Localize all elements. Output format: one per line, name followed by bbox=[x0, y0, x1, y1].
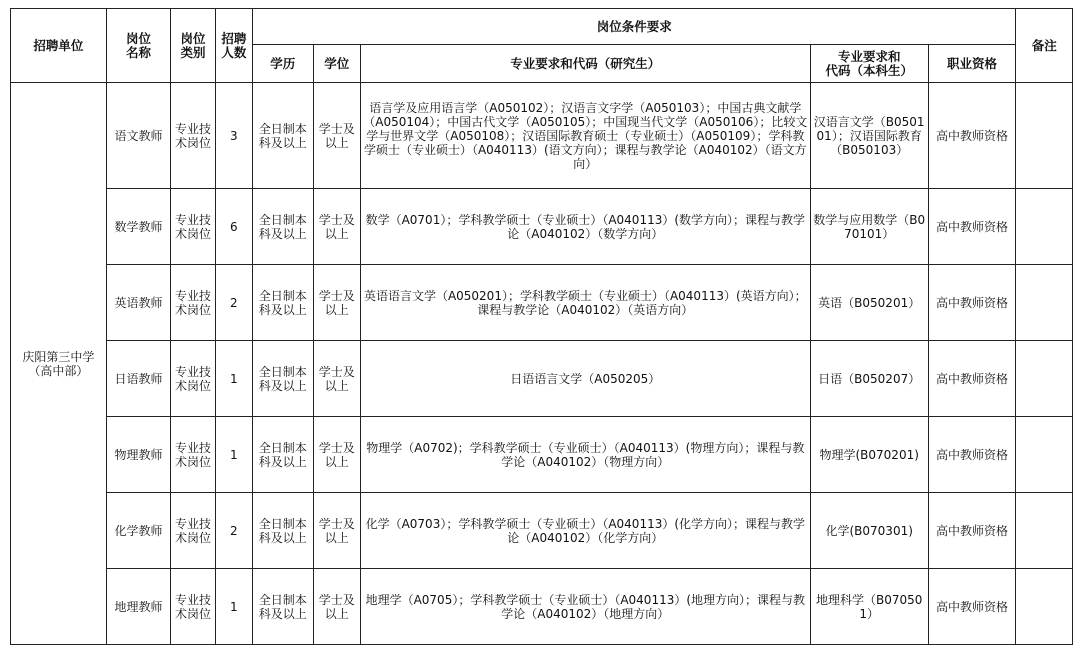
count-cell: 1 bbox=[215, 341, 252, 417]
education-cell: 全日制本科及以上 bbox=[253, 417, 314, 493]
education-cell: 全日制本科及以上 bbox=[253, 493, 314, 569]
education-cell: 全日制本科及以上 bbox=[253, 189, 314, 265]
degree-cell: 学士及以上 bbox=[313, 569, 360, 645]
qualification-cell: 高中教师资格 bbox=[928, 189, 1016, 265]
count-cell: 1 bbox=[215, 417, 252, 493]
count-cell: 2 bbox=[215, 265, 252, 341]
header-count: 招聘 人数 bbox=[215, 9, 252, 83]
major-undergrad-cell: 地理科学（B070501） bbox=[810, 569, 928, 645]
qualification-cell: 高中教师资格 bbox=[928, 493, 1016, 569]
header-position-name: 岗位 名称 bbox=[106, 9, 171, 83]
table-row bbox=[11, 265, 1073, 341]
count-cell: 6 bbox=[215, 189, 252, 265]
table-row bbox=[11, 341, 1073, 417]
position-type-cell: 专业技术岗位 bbox=[171, 493, 215, 569]
position-type-cell: 专业技术岗位 bbox=[171, 341, 215, 417]
major-undergrad-cell: 日语（B050207） bbox=[810, 341, 928, 417]
table-row bbox=[11, 417, 1073, 493]
table-row bbox=[11, 569, 1073, 645]
education-cell: 全日制本科及以上 bbox=[253, 341, 314, 417]
education-cell: 全日制本科及以上 bbox=[253, 83, 314, 189]
major-grad-cell: 英语语言文学（A050201）；学科教学硕士（专业硕士）（A040113）(英语方向）；课程与教学论（A040102）（英语方向） bbox=[360, 265, 810, 341]
recruitment-table bbox=[10, 8, 1073, 645]
education-cell: 全日制本科及以上 bbox=[253, 265, 314, 341]
header-qualification: 职业资格 bbox=[928, 45, 1016, 83]
position-name-cell: 化学教师 bbox=[106, 493, 171, 569]
position-type-cell: 专业技术岗位 bbox=[171, 569, 215, 645]
position-name-cell: 物理教师 bbox=[106, 417, 171, 493]
table-row bbox=[11, 83, 1073, 189]
remarks-cell bbox=[1016, 341, 1073, 417]
degree-cell: 学士及以上 bbox=[313, 493, 360, 569]
count-cell: 3 bbox=[215, 83, 252, 189]
header-remarks: 备注 bbox=[1016, 9, 1073, 83]
qualification-cell: 高中教师资格 bbox=[928, 569, 1016, 645]
major-undergrad-cell: 汉语言文学（B050101）；汉语国际教育（B050103） bbox=[810, 83, 928, 189]
major-undergrad-cell: 英语（B050201） bbox=[810, 265, 928, 341]
header-conditions: 岗位条件要求 bbox=[253, 9, 1016, 45]
header-major-grad: 专业要求和代码（研究生） bbox=[360, 45, 810, 83]
major-grad-cell: 日语语言文学（A050205） bbox=[360, 341, 810, 417]
header-major-undergrad: 专业要求和 代码（本科生） bbox=[810, 45, 928, 83]
header-education: 学历 bbox=[253, 45, 314, 83]
count-cell: 2 bbox=[215, 493, 252, 569]
position-name-cell: 数学教师 bbox=[106, 189, 171, 265]
degree-cell: 学士及以上 bbox=[313, 83, 360, 189]
major-grad-cell: 语言学及应用语言学（A050102）；汉语言文字学（A050103）；中国古典文献学（A050104）；中国古代文学（A050105）；中国现当代文学（A050106）；比较文学与世界文学（A050108）；汉语国际教育硕士（专业硕士）（A050109）；学科教学硕士（专业硕士）（A040113）(语文方向）；课程与教学论（A040102）（语文方向） bbox=[360, 83, 810, 189]
degree-cell: 学士及以上 bbox=[313, 341, 360, 417]
qualification-cell: 高中教师资格 bbox=[928, 417, 1016, 493]
remarks-cell bbox=[1016, 189, 1073, 265]
position-type-cell: 专业技术岗位 bbox=[171, 83, 215, 189]
table-body bbox=[11, 83, 1073, 645]
major-undergrad-cell: 物理学(B070201) bbox=[810, 417, 928, 493]
position-name-cell: 日语教师 bbox=[106, 341, 171, 417]
position-name-cell: 地理教师 bbox=[106, 569, 171, 645]
major-grad-cell: 数学（A0701）；学科教学硕士（专业硕士）（A040113）(数学方向）；课程与教学论（A040102）（数学方向） bbox=[360, 189, 810, 265]
remarks-cell bbox=[1016, 493, 1073, 569]
degree-cell: 学士及以上 bbox=[313, 417, 360, 493]
header-row-1 bbox=[11, 9, 1073, 45]
position-type-cell: 专业技术岗位 bbox=[171, 189, 215, 265]
degree-cell: 学士及以上 bbox=[313, 189, 360, 265]
table-row bbox=[11, 189, 1073, 265]
remarks-cell bbox=[1016, 83, 1073, 189]
remarks-cell bbox=[1016, 569, 1073, 645]
qualification-cell: 高中教师资格 bbox=[928, 265, 1016, 341]
major-grad-cell: 地理学（A0705）；学科教学硕士（专业硕士）（A040113）(地理方向）；课程与教学论（A040102）（地理方向） bbox=[360, 569, 810, 645]
unit-name-cell: 庆阳第三中学 （高中部） bbox=[11, 83, 107, 645]
header-position-type: 岗位 类别 bbox=[171, 9, 215, 83]
remarks-cell bbox=[1016, 265, 1073, 341]
table-row bbox=[11, 493, 1073, 569]
header-degree: 学位 bbox=[313, 45, 360, 83]
count-cell: 1 bbox=[215, 569, 252, 645]
position-type-cell: 专业技术岗位 bbox=[171, 265, 215, 341]
major-grad-cell: 化学（A0703）；学科教学硕士（专业硕士）（A040113）(化学方向）；课程与教学论（A040102）（化学方向） bbox=[360, 493, 810, 569]
remarks-cell bbox=[1016, 417, 1073, 493]
qualification-cell: 高中教师资格 bbox=[928, 83, 1016, 189]
position-name-cell: 语文教师 bbox=[106, 83, 171, 189]
major-undergrad-cell: 化学(B070301) bbox=[810, 493, 928, 569]
major-grad-cell: 物理学（A0702)；学科教学硕士（专业硕士）（A040113）(物理方向）；课程与教学论（A040102）（物理方向） bbox=[360, 417, 810, 493]
qualification-cell: 高中教师资格 bbox=[928, 341, 1016, 417]
degree-cell: 学士及以上 bbox=[313, 265, 360, 341]
position-type-cell: 专业技术岗位 bbox=[171, 417, 215, 493]
education-cell: 全日制本科及以上 bbox=[253, 569, 314, 645]
position-name-cell: 英语教师 bbox=[106, 265, 171, 341]
major-undergrad-cell: 数学与应用数学（B070101） bbox=[810, 189, 928, 265]
header-unit: 招聘单位 bbox=[11, 9, 107, 83]
